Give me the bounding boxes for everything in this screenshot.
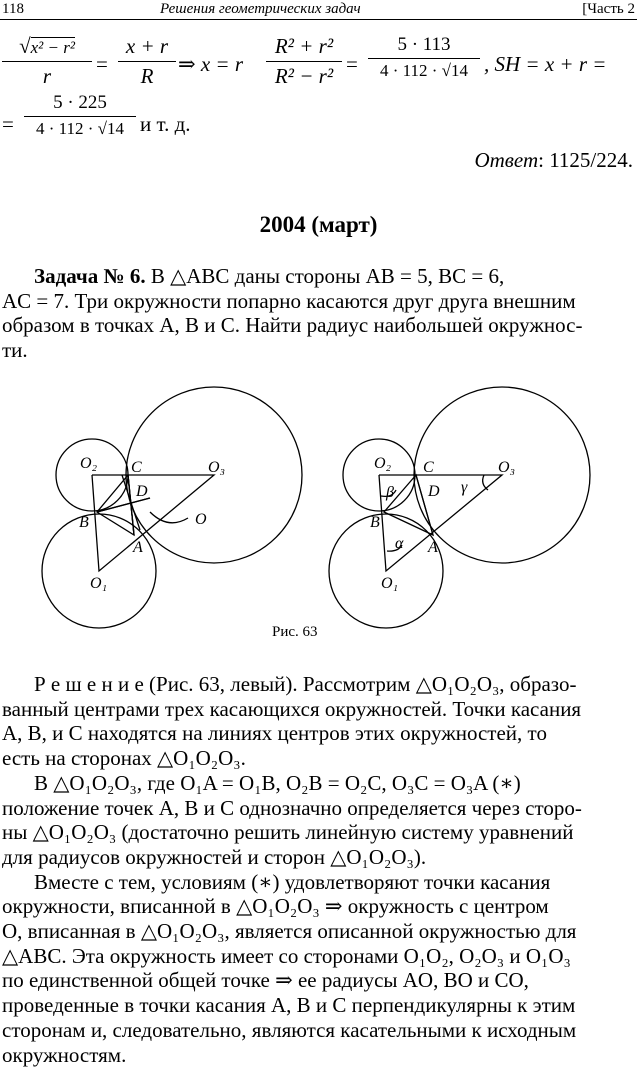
label-gamma: γ (461, 479, 468, 496)
label-O3-left: O₃ (208, 459, 226, 476)
solution-line-14: проведенные в точки касания A, B и C перпендикулярны к этим (2, 993, 576, 1018)
solution-line-11: O, вписанная в △O₁O₂O₃, является описанной окружностью для (2, 919, 577, 944)
left-diagram (42, 387, 302, 628)
answer-line (474, 148, 633, 173)
label-D-left: D (136, 483, 148, 500)
solution-line-15: сторонам и, следовательно, являются касательными к исходным (2, 1017, 577, 1042)
label-D-right: D (428, 483, 440, 500)
etc-text: и т. д. (140, 112, 191, 136)
solution-line-3: A, B, и C находятся на линиях центров этих окружностей, то (2, 721, 547, 746)
problem-label: Задача № 6. (34, 264, 146, 288)
solution-line-13: по единственной общей точке ⇒ ее радиусы AO, BO и CO, (2, 968, 529, 993)
solution-line-4: есть на сторонах △O₁O₂O₃. (2, 746, 246, 771)
line-C-D (128, 475, 134, 535)
right-diagram (329, 387, 590, 628)
solution-line-12: △ABC. Эта окружность имеет со сторонами O₁O₂, O₂O₃ и O₁O₃ (2, 943, 571, 968)
fraction-sqrt (2, 34, 92, 89)
label-O3-right: O₃ (498, 459, 516, 476)
fraction-5-113: 5 · 113 4 · 112 · √14 (368, 34, 480, 81)
answer-label: Ответ (474, 148, 539, 172)
figure-caption: Рис. 63 (272, 624, 318, 640)
equals-sign-2: = (346, 52, 358, 76)
solution-line-8: для радиусов окружностей и сторон △O₁O₂O₃). (2, 844, 427, 869)
solution-line-5: В △O₁O₂O₃, где O₁A = O₁B, O₂B = O₂C, O₃C = O₃A (∗) (34, 770, 521, 795)
solution-line-2: ванный центрами трех касающихся окружностей. Точки касания (2, 696, 582, 721)
solution-text (2, 672, 635, 1067)
label-B-right: B (370, 514, 380, 531)
sqrt-sign: √ (19, 34, 31, 58)
figure-63 (0, 372, 637, 672)
problem-statement (2, 264, 635, 363)
fraction-R-r: R² + r² R² − r² (266, 34, 342, 89)
page-number: 118 (2, 1, 24, 17)
line-B-A-inner (97, 498, 150, 512)
implies-expression: ⇒ x = r (178, 52, 244, 76)
fraction-denominator: r (42, 64, 52, 88)
solution-line-10: окружности, вписанной в △O₁O₂O₃ ⇒ окружность с центром (2, 894, 549, 919)
label-O1-right: O₁ (381, 575, 399, 592)
part-label: [Часть 2 (582, 1, 635, 17)
label-A-left: A (133, 539, 143, 556)
fraction-5-225: 5 · 225 4 · 112 · √14 (24, 92, 136, 139)
label-B-left: B (79, 514, 89, 531)
fraction-xr-R: x + r R (118, 34, 176, 89)
formula-block (0, 30, 637, 140)
label-O2-left: O₂ (80, 455, 98, 472)
label-alpha: α (395, 535, 404, 552)
sh-expression: , SH = x + r = (484, 52, 607, 76)
label-C-left: C (131, 459, 142, 476)
problem-line-4: ти. (2, 338, 28, 363)
equals-sign-3: = (2, 112, 14, 136)
problem-line-2: AC = 7. Три окружности попарно касаются друг друга внешним (2, 288, 576, 313)
label-O1-left: O₁ (90, 575, 108, 592)
solution-line-1: Р е ш е н и е (Рис. 63, левый). Рассмотрим △O₁O₂O₃, образо- (34, 672, 577, 696)
label-O-left: O (195, 511, 207, 528)
label-A-right: A (428, 539, 438, 556)
label-C-right: C (423, 459, 434, 476)
answer-value: : 1125/224. (538, 148, 633, 172)
solution-line-16: окружностям. (2, 1042, 127, 1067)
leader-to-O (150, 512, 188, 523)
problem-line-3: образом в точках A, B и C. Найти радиус наибольшей окружнос- (2, 313, 583, 338)
solution-line-6: положение точек A, B и C однозначно определяется через сторо- (2, 795, 582, 820)
solution-line-9: Вместе с тем, условиям (∗) удовлетворяют точки касания (34, 869, 551, 894)
label-O2-right: O₂ (374, 455, 392, 472)
page-header (0, 0, 637, 22)
problem-line-1: В △ABC даны стороны AB = 5, BC = 6, (150, 264, 505, 288)
sqrt-radicand: x² − r² (30, 38, 75, 57)
label-beta: β (386, 484, 394, 501)
solution-line-7: ны △O₁O₂O₃ (достаточно решить линейную систему уравнений (2, 820, 574, 845)
running-title: Решения геометрических задач (160, 1, 361, 17)
equals-sign: = (96, 52, 108, 76)
header-rule (0, 19, 637, 20)
section-title: 2004 (март) (259, 212, 378, 237)
